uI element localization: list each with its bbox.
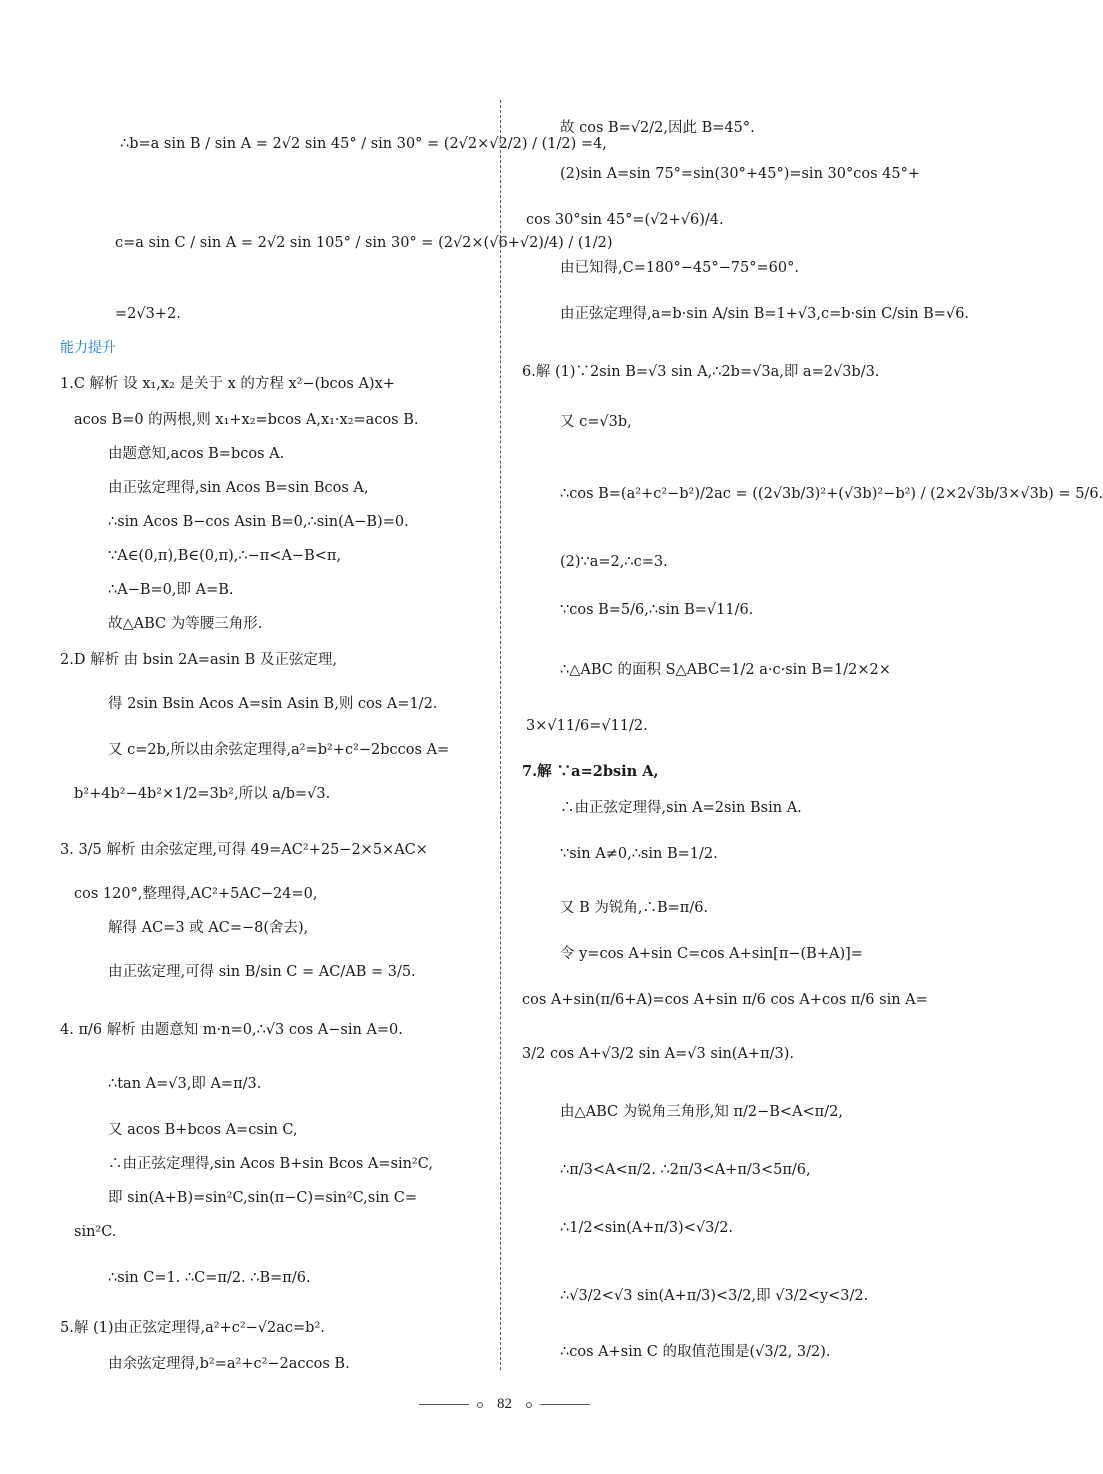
text-line: 5.解 (1)由正弦定理得,a²+c²−√2ac=b². [60, 1320, 325, 1336]
text-line: =2√3+2. [115, 306, 181, 322]
text-line: 又 acos B+bcos A=csin C, [108, 1122, 298, 1138]
text-line: 由已知得,C=180°−45°−75°=60°. [560, 260, 799, 276]
text-line: ∵cos B=5/6,∴sin B=√11/6. [560, 602, 754, 618]
text-line: 3/2 cos A+√3/2 sin A=√3 sin(A+π/3). [522, 1046, 794, 1062]
text-line: ∴cos B=(a²+c²−b²)/2ac = ((2√3b/3)²+(√3b)²−b²) / (2×2√3b/3×√3b) = 5/6. [560, 486, 1103, 502]
text-line: 得 2sin Bsin Acos A=sin Asin B,则 cos A=1/2. [108, 696, 438, 712]
text-line: ∵sin A≠0,∴sin B=1/2. [560, 846, 718, 862]
text-line: acos B=0 的两根,则 x₁+x₂=bcos A,x₁·x₂=acos B. [74, 412, 419, 428]
text-line: ∴√3/2<√3 sin(A+π/3)<3/2,即 √3/2<y<3/2. [560, 1288, 869, 1304]
text-line: 故△ABC 为等腰三角形. [108, 616, 263, 632]
text-line: ∴由正弦定理得,sin A=2sin Bsin A. [560, 800, 802, 816]
text-line: cos A+sin(π/6+A)=cos A+sin π/6 cos A+cos π/6 sin A= [522, 992, 928, 1008]
footer-rule-left [419, 1404, 469, 1405]
text-line: c=a sin C / sin A = 2√2 sin 105° / sin 30° = (2√2×(√6+√2)/4) / (1/2) [115, 235, 613, 251]
text-line: ∴b=a sin B / sin A = 2√2 sin 45° / sin 30° = (2√2×√2/2) / (1/2) =4, [120, 136, 607, 152]
footer-dot-right [526, 1402, 532, 1408]
text-line: 故 cos B=√2/2,因此 B=45°. [560, 120, 755, 136]
text-line: cos 30°sin 45°=(√2+√6)/4. [526, 212, 724, 228]
text-line: 由题意知,acos B=bcos A. [108, 446, 285, 462]
text-line: 由正弦定理得,sin Acos B=sin Bcos A, [108, 480, 369, 496]
footer-rule-right [540, 1404, 590, 1405]
text-line: 3. 3/5 解析 由余弦定理,可得 49=AC²+25−2×5×AC× [60, 842, 428, 858]
text-line: (2)∵a=2,∴c=3. [560, 554, 668, 570]
text-line: 令 y=cos A+sin C=cos A+sin[π−(B+A)]= [560, 946, 863, 962]
text-line: ∴cos A+sin C 的取值范围是(√3/2, 3/2). [560, 1344, 831, 1360]
text-line: 7.解 ∵a=2bsin A, [522, 763, 659, 780]
text-line: ∴sin C=1. ∴C=π/2. ∴B=π/6. [108, 1270, 311, 1286]
text-line: ∵A∈(0,π),B∈(0,π),∴−π<A−B<π, [108, 548, 342, 564]
text-line: cos 120°,整理得,AC²+5AC−24=0, [74, 886, 318, 902]
footer-dot-left [477, 1402, 483, 1408]
text-line: ∴sin Acos B−cos Asin B=0,∴sin(A−B)=0. [108, 514, 409, 530]
text-line: 又 c=√3b, [560, 414, 632, 430]
text-line: ∴π/3<A<π/2. ∴2π/3<A+π/3<5π/6, [560, 1162, 811, 1178]
text-line: 6.解 (1)∵2sin B=√3 sin A,∴2b=√3a,即 a=2√3b/3. [522, 364, 880, 380]
text-line: (2)sin A=sin 75°=sin(30°+45°)=sin 30°cos 45°+ [560, 166, 920, 182]
text-line: 即 sin(A+B)=sin²C,sin(π−C)=sin²C,sin C= [108, 1190, 418, 1206]
section-heading: 能力提升 [60, 340, 116, 356]
text-line: sin²C. [74, 1224, 117, 1240]
page-footer [0, 1396, 1009, 1413]
page-number: 82 [497, 1396, 512, 1412]
text-line: ∴△ABC 的面积 S△ABC=1/2 a·c·sin B=1/2×2× [560, 662, 891, 678]
text-line: ∴由正弦定理得,sin Acos B+sin Bcos A=sin²C, [108, 1156, 433, 1172]
text-line: 由余弦定理得,b²=a²+c²−2accos B. [108, 1356, 350, 1372]
text-line: 由△ABC 为锐角三角形,知 π/2−B<A<π/2, [560, 1104, 843, 1120]
text-line: ∴1/2<sin(A+π/3)<√3/2. [560, 1220, 734, 1236]
text-line: 由正弦定理,可得 sin B/sin C = AC/AB = 3/5. [108, 964, 416, 980]
text-line: 4. π/6 解析 由题意知 m·n=0,∴√3 cos A−sin A=0. [60, 1022, 403, 1038]
text-line: 由正弦定理得,a=b·sin A/sin B=1+√3,c=b·sin C/sin B=√6. [560, 306, 970, 322]
column-divider [500, 100, 501, 1370]
text-line: 解得 AC=3 或 AC=−8(舍去), [108, 920, 309, 936]
text-line: 2.D 解析 由 bsin 2A=asin B 及正弦定理, [60, 652, 337, 668]
text-line: 又 B 为锐角,∴B=π/6. [560, 900, 709, 916]
text-line: 1.C 解析 设 x₁,x₂ 是关于 x 的方程 x²−(bcos A)x+ [60, 376, 395, 392]
text-line: ∴tan A=√3,即 A=π/3. [108, 1076, 262, 1092]
text-line: b²+4b²−4b²×1/2=3b²,所以 a/b=√3. [74, 786, 331, 802]
text-line: ∴A−B=0,即 A=B. [108, 582, 234, 598]
text-line: 又 c=2b,所以由余弦定理得,a²=b²+c²−2bccos A= [108, 742, 450, 758]
text-line: 3×√11/6=√11/2. [526, 718, 648, 734]
